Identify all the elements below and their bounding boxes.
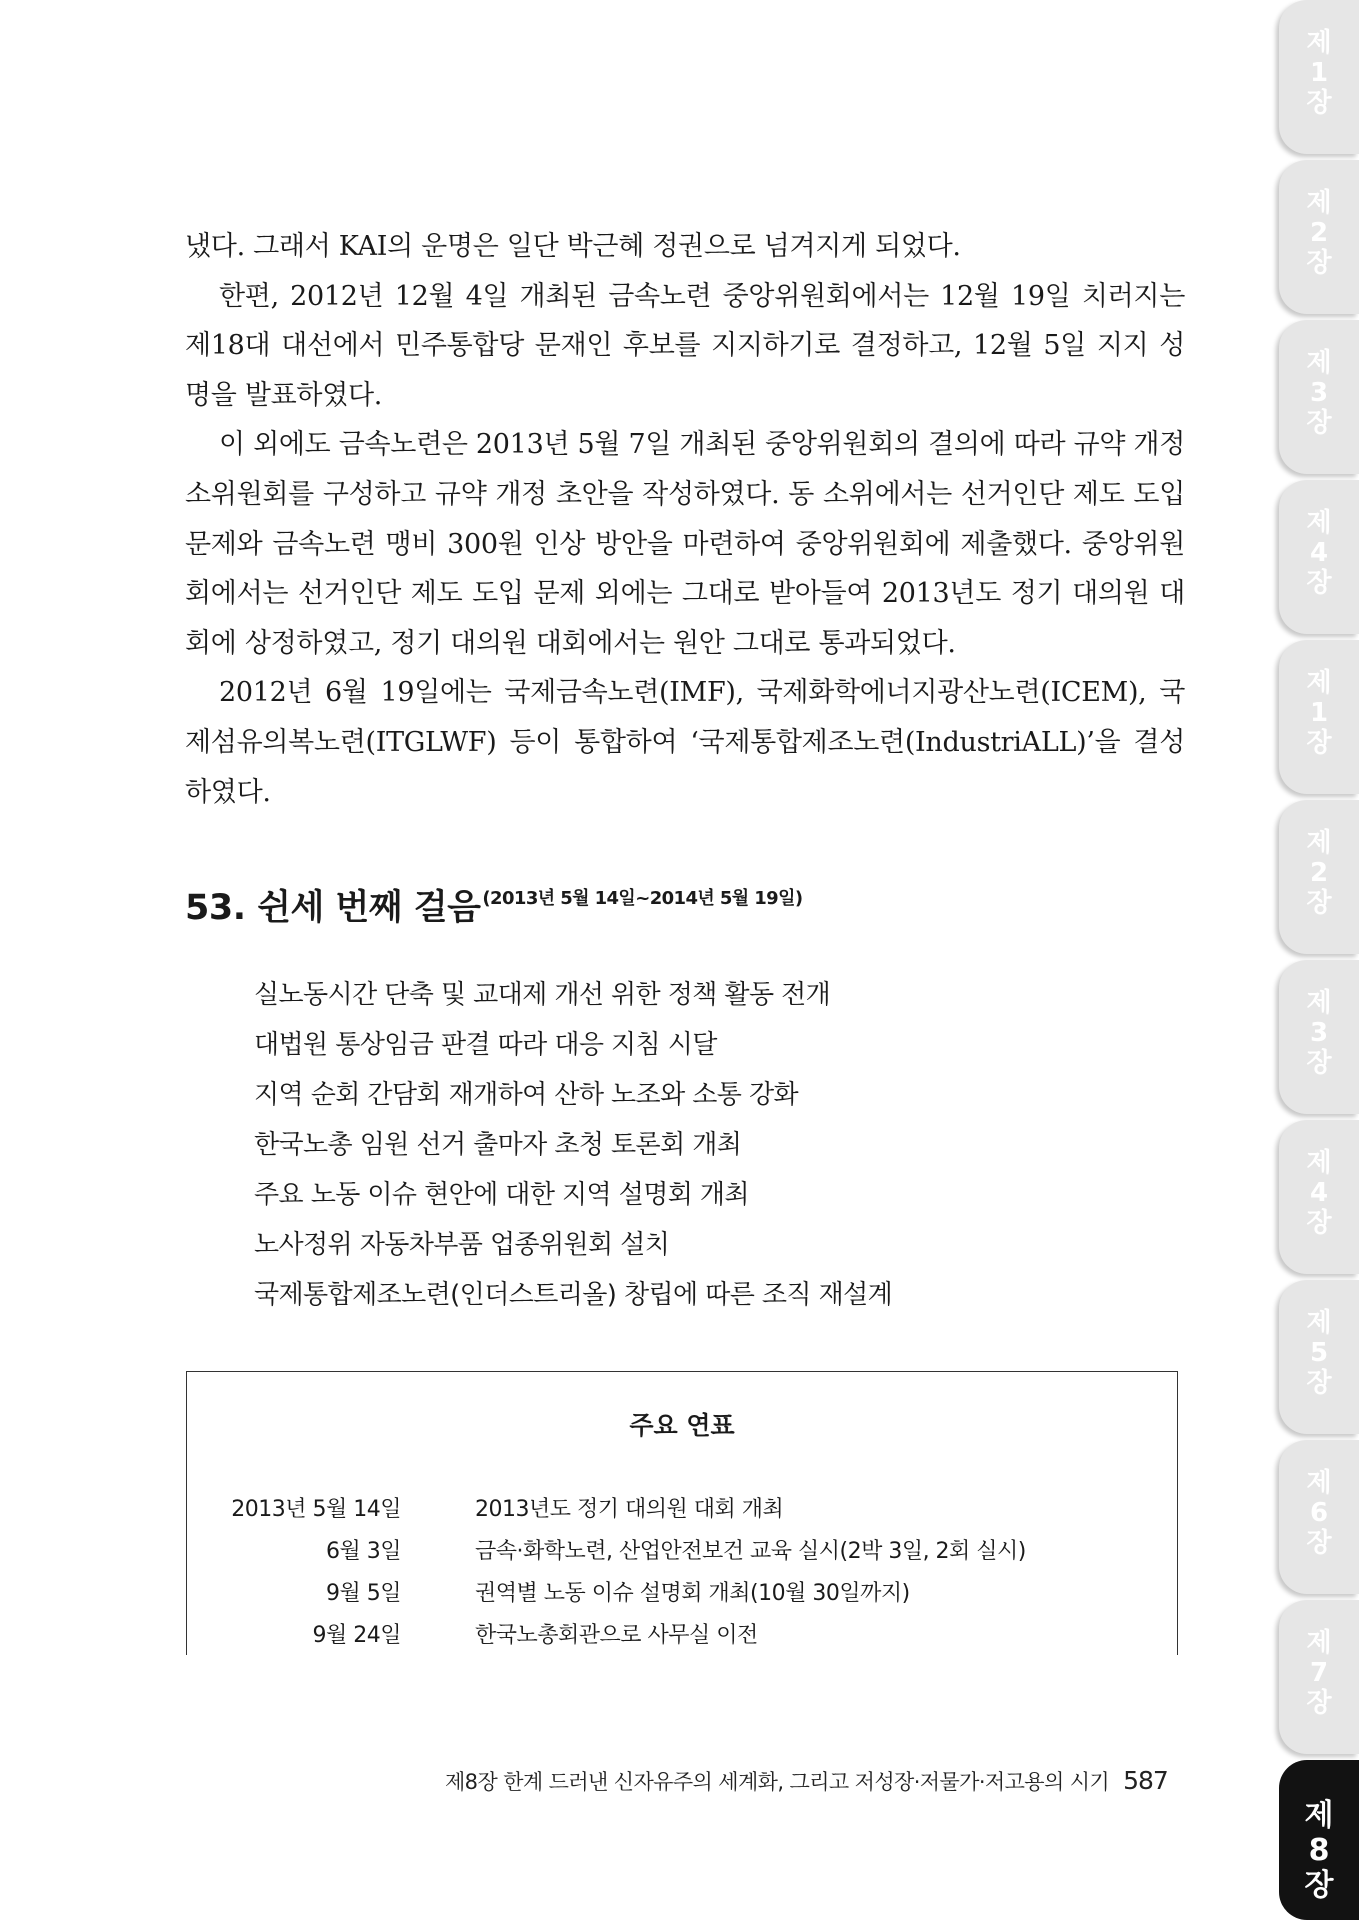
chronology-row: [187, 1534, 1177, 1576]
chapter-tab-9[interactable]: [1279, 1280, 1359, 1434]
tab-number: 4: [1309, 1178, 1329, 1208]
chronology-event: 2013년도 정기 대의원 대회 개최: [475, 1497, 784, 1522]
tab-number: 3: [1309, 378, 1329, 408]
tab-label: 제: [1306, 1148, 1332, 1178]
summary-item: 노사정위 자동차부품 업종위원회 설치: [254, 1230, 670, 1260]
chronology-date: 9월 24일: [312, 1623, 401, 1648]
tab-label: 장: [1306, 248, 1332, 278]
chronology-row: [187, 1492, 1177, 1534]
tab-label: 장: [1306, 568, 1332, 598]
chapter-tab-6[interactable]: [1279, 800, 1359, 954]
chronology-rows: [187, 1492, 1177, 1660]
tab-label: 장: [1306, 1048, 1332, 1078]
chronology-title: 주요 연표: [629, 1411, 735, 1440]
tab-label: 제: [1306, 668, 1332, 698]
chapter-tab-10[interactable]: [1279, 1440, 1359, 1594]
tab-label: 제: [1306, 1308, 1332, 1338]
paragraph: 냈다. 그래서 KAI의 운명은 일단 박근혜 정권으로 넘겨지게 되었다.: [185, 231, 961, 262]
chapter-tab-1[interactable]: [1279, 0, 1359, 154]
chronology-date: 2013년 5월 14일: [231, 1497, 401, 1522]
tab-number: 7: [1309, 1658, 1329, 1688]
tab-label: 장: [1306, 1368, 1332, 1398]
tab-number: 3: [1309, 1018, 1329, 1048]
tab-label: 제: [1306, 1468, 1332, 1498]
tab-label: 제: [1306, 28, 1332, 58]
chronology-date: 6월 3일: [326, 1539, 401, 1564]
section-period: (2013년 5월 14일~2014년 5월 19일): [482, 888, 803, 909]
tab-label: 제: [1304, 1798, 1334, 1833]
tab-label: 장: [1306, 88, 1332, 118]
tab-label: 제: [1306, 508, 1332, 538]
tab-label: 장: [1306, 1528, 1332, 1558]
page-number: 587: [1123, 1766, 1168, 1795]
tab-label: 장: [1304, 1868, 1334, 1903]
summary-item: 지역 순회 간담회 재개하여 산하 노조와 소통 강화: [254, 1080, 798, 1110]
chronology-row: [187, 1576, 1177, 1618]
tab-number: 6: [1309, 1498, 1329, 1528]
chapter-tab-8[interactable]: [1279, 1120, 1359, 1274]
tab-number: 4: [1309, 538, 1329, 568]
summary-item: 실노동시간 단축 및 교대제 개선 위한 정책 활동 전개: [254, 980, 831, 1010]
body-text: [185, 222, 1185, 817]
chronology-row: [187, 1618, 1177, 1660]
summary-item: 대법원 통상임금 판결 따라 대응 지침 시달: [254, 1030, 717, 1060]
chapter-tab-2[interactable]: [1279, 160, 1359, 314]
chapter-tab-3[interactable]: [1279, 320, 1359, 474]
section-heading: 53. 쉰세 번째 걸음: [185, 888, 481, 928]
page-footer: [445, 1766, 1168, 1796]
chapter-tab-7[interactable]: [1279, 960, 1359, 1114]
tab-label: 제: [1306, 188, 1332, 218]
tab-number: 8: [1308, 1833, 1330, 1868]
tab-number: 1: [1309, 58, 1329, 88]
section-title: [185, 880, 803, 930]
summary-item: 주요 노동 이슈 현안에 대한 지역 설명회 개최: [254, 1180, 749, 1210]
summary-item: 한국노총 임원 선거 출마자 초청 토론회 개최: [254, 1130, 742, 1160]
tab-label: 장: [1306, 408, 1332, 438]
chronology-event: 금속·화학노련, 산업안전보건 교육 실시(2박 3일, 2회 실시): [475, 1539, 1026, 1564]
running-title: 제8장 한계 드러낸 신자유주의 세계화, 그리고 저성장·저물가·저고용의 시기: [445, 1770, 1110, 1794]
chapter-tab-5[interactable]: [1279, 640, 1359, 794]
summary-item: 국제통합제조노련(인더스트리올) 창립에 따른 조직 재설계: [254, 1280, 893, 1310]
tab-label: 장: [1306, 728, 1332, 758]
tab-label: 제: [1306, 828, 1332, 858]
tab-label: 제: [1306, 1628, 1332, 1658]
chronology-event: 한국노총회관으로 사무실 이전: [475, 1623, 758, 1648]
tab-label: 제: [1306, 348, 1332, 378]
chapter-tab-12[interactable]: [1279, 1760, 1359, 1920]
tab-number: 2: [1309, 858, 1329, 888]
tab-number: 1: [1309, 698, 1329, 728]
tab-label: 장: [1306, 1688, 1332, 1718]
chronology-event: 권역별 노동 이슈 설명회 개최(10월 30일까지): [475, 1581, 910, 1606]
chapter-tab-4[interactable]: [1279, 480, 1359, 634]
tab-number: 2: [1309, 218, 1329, 248]
chronology-box: [186, 1371, 1178, 1655]
tab-label: 제: [1306, 988, 1332, 1018]
paragraph: 2012년 6월 19일에는 국제금속노련(IMF), 국제화학에너지광산노련(ICEM), 국제섬유의복노련(ITGLWF) 등이 통합하여 ‘국제통합제조노련(IndustriALL)’을 결성하였다.: [185, 677, 1185, 808]
paragraph: 이 외에도 금속노련은 2013년 5월 7일 개최된 중앙위원회의 결의에 따라 규약 개정 소위원회를 구성하고 규약 개정 초안을 작성하였다. 동 소위에서는 선거인단 제도 도입 문제와 금속노련 맹비 300원 인상 방안을 마련하여 중앙위원회에 제출했다. 중앙위원회에서는 선거인단 제도 도입 문제 외에는 그대로 받아들여 2013년도 정기 대의원 대회에 상정하였고, 정기 대의원 대회에서는 원안 그대로 통과되었다.: [185, 429, 1185, 659]
chapter-tab-11[interactable]: [1279, 1600, 1359, 1754]
summary-list: [254, 970, 892, 1320]
tab-label: 장: [1306, 1208, 1332, 1238]
chronology-date: 9월 5일: [326, 1581, 401, 1606]
tab-number: 5: [1309, 1338, 1329, 1368]
tab-label: 장: [1306, 888, 1332, 918]
paragraph: 한편, 2012년 12월 4일 개최된 금속노련 중앙위원회에서는 12월 19일 치러지는 제18대 대선에서 민주통합당 문재인 후보를 지지하기로 결정하고, 12월 5일 지지 성명을 발표하였다.: [185, 280, 1185, 411]
